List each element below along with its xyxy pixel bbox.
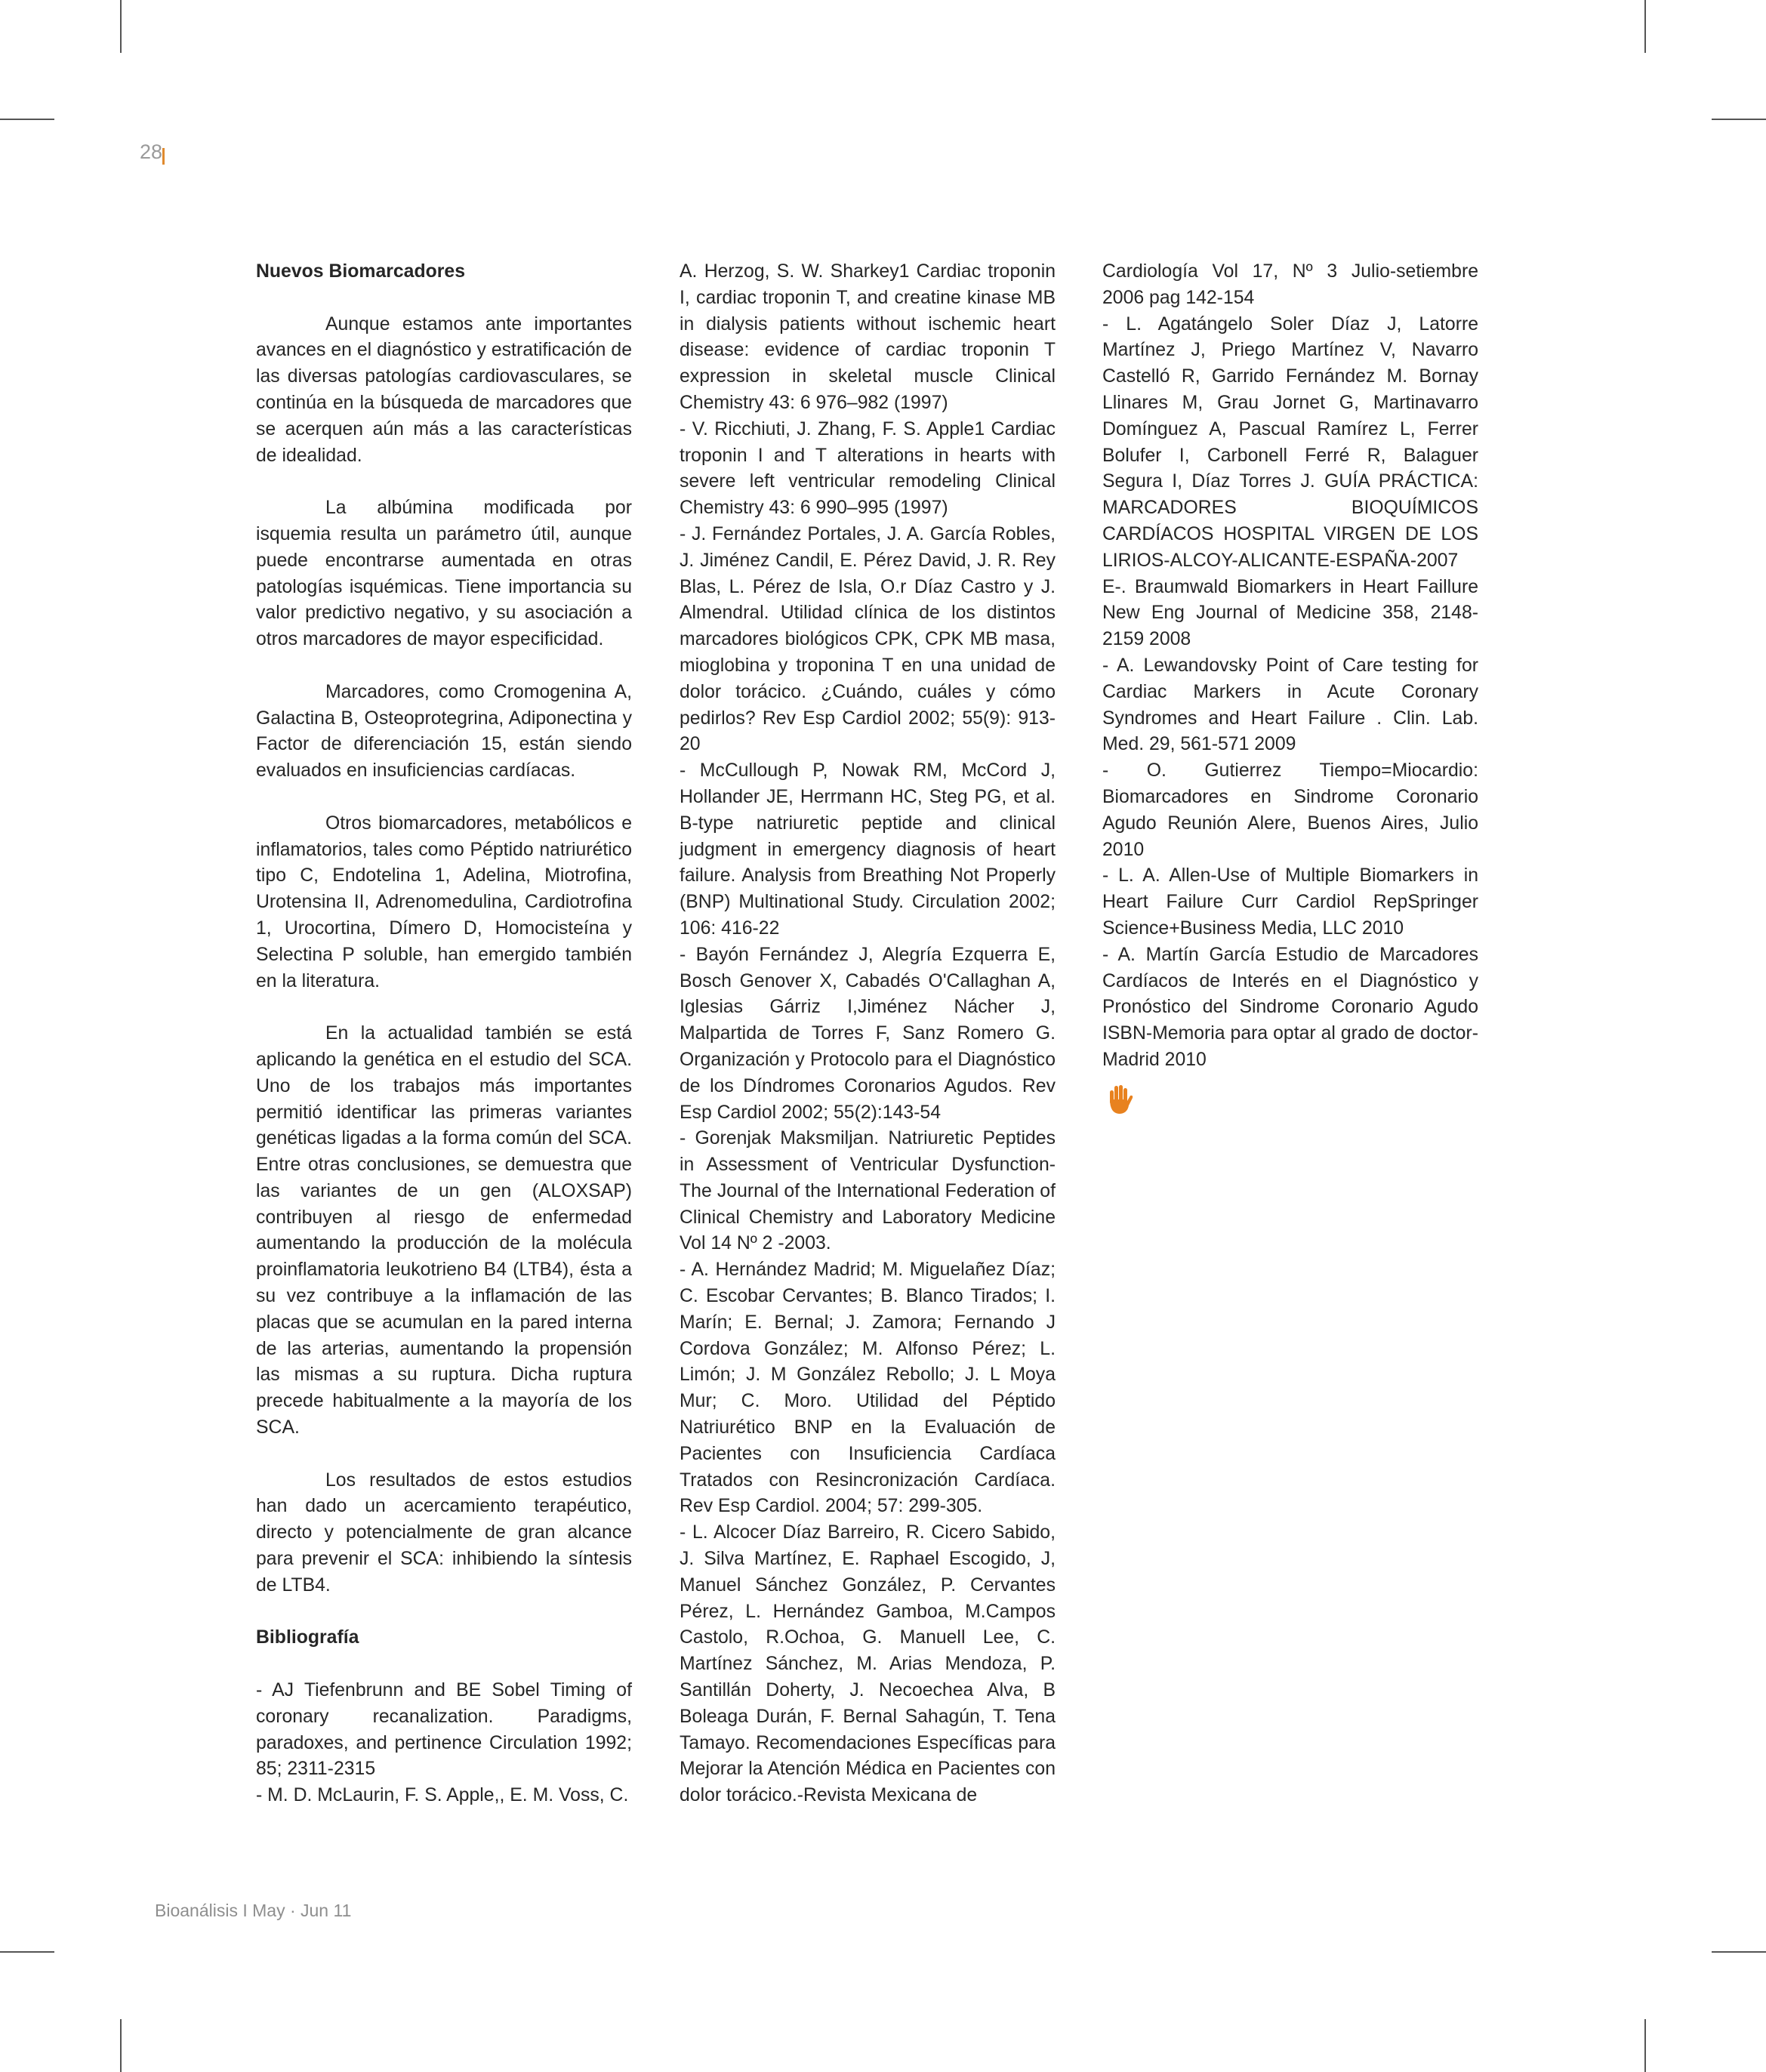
- reference-item: - V. Ricchiuti, J. Zhang, F. S. Apple1 Cardiac troponin I and T alterations in hearts with severe left ventricular remodeling Clinical Chemistry 43: 6 990–995 (1997): [680, 418, 1056, 519]
- column-1: [256, 259, 632, 1809]
- crop-mark: [120, 2019, 122, 2072]
- column-2: [680, 259, 1056, 1809]
- reference-item: - L. Agatángelo Soler Díaz J, Latorre Martínez J, Priego Martínez V, Navarro Castelló R, Garrido Fernández M. Bornay Llinares M, Grau Jornet G, Martinavarro Domínguez A, Pascual Ramírez L, Ferrer Bolufer I, Carbonell Ferré R, Balaguer Segura I, Díaz Torres J. GUÍA PRÁCTICA: MARCADORES BIOQUÍMICOS CARDÍACOS HOSPITAL VIRGEN DE LOS LIRIOS-ALCOY-ALICANTE-ESPAÑA-2007: [1102, 313, 1478, 571]
- reference-item: E-. Braumwald Biomarkers in Heart Faillure New Eng Journal of Medicine 358, 2148-2159 2008: [1102, 576, 1478, 650]
- hand-icon: [1102, 1083, 1136, 1116]
- reference-item: - Gorenjak Maksmiljan. Natriuretic Peptides in Assessment of Ventricular Dysfunction- The Journal of the International Federation of Clinical Chemistry and Laboratory Medicine Vol 14 Nº 2 -2003.: [680, 1128, 1056, 1254]
- crop-mark: [0, 1951, 54, 1953]
- reference-item: - McCullough P, Nowak RM, McCord J, Hollander JE, Herrmann HC, Steg PG, et al. B-type natriuretic peptide and clinical judgment in emergency diagnosis of heart failure. Analysis from Breathing Not Properly (BNP) Multinational Study. Circulation 2002; 106: 416-22: [680, 760, 1056, 939]
- paragraph: En la actualidad también se está aplicando la genética en el estudio del SCA. Uno de los trabajos más importantes permitió identificar las primeras variantes genéticas ligadas a la forma común del SCA. Entre otras conclusiones, se demuestra que las variantes de un gen (ALOXSAP) contribuyen al riesgo de enfermedad aumentando la producción de la molécula proinflamatoria leukotrieno B4 (LTB4), ésta a su vez contribuye a la inflamación de las placas que se acumulan en la pared interna de las arterias, aumentando la propensión las mismas a su ruptura. Dicha ruptura precede habitualmente a la mayoría de los SCA.: [256, 1023, 632, 1438]
- reference-item: - A. Lewandovsky Point of Care testing for Cardiac Markers in Acute Coronary Syndromes and Heart Failure . Clin. Lab. Med. 29, 561-571 2009: [1102, 655, 1478, 755]
- reference-item: - J. Fernández Portales, J. A. García Robles, J. Jiménez Candil, E. Pérez David, J. R. Rey Blas, L. Pérez de Isla, O.r Díaz Castro y J. Almendral. Utilidad clínica de los distintos marcadores biológicos CPK, CPK MB masa, mioglobina y troponina T en una unidad de dolor torácico. ¿Cuándo, cuáles y cómo pedirlos? Rev Esp Cardiol 2002; 55(9): 913-20: [680, 523, 1056, 755]
- reference-item: - Bayón Fernández J, Alegría Ezquerra E, Bosch Genover X, Cabadés O'Callaghan A, Iglesias Gárriz I,Jiménez Nácher J, Malpartida de Torres F, Sanz Romero G. Organización y Protocolo para el Diagnóstico de los Díndromes Coronarios Agudos. Rev Esp Cardiol 2002; 55(2):143-54: [680, 944, 1056, 1123]
- page-number-accent: [162, 148, 165, 165]
- crop-mark: [1644, 0, 1646, 53]
- reference-item: A. Herzog, S. W. Sharkey1 Cardiac troponin I, cardiac troponin T, and creatine kinase MB in dialysis patients without ischemic heart disease: evidence of cardiac troponin T expression in skeletal muscle Clinical Chemistry 43: 6 976–982 (1997): [680, 261, 1056, 413]
- footer-text: Bioanálisis I May · Jun 11: [155, 1901, 352, 1920]
- reference-item: - L. A. Allen-Use of Multiple Biomarkers in Heart Failure Curr Cardiol RepSpringer Science+Business Media, LLC 2010: [1102, 865, 1478, 939]
- reference-item: - M. D. McLaurin, F. S. Apple,, E. M. Voss, C.: [256, 1785, 629, 1806]
- paragraph: Aunque estamos ante importantes avances en el diagnóstico y estratificación de las diversas patologías cardiovasculares, se continúa en la búsqueda de marcadores que se acerquen aún más a las características de idealidad.: [256, 313, 632, 466]
- reference-item: - A. Hernández Madrid; M. Miguelañez Díaz; C. Escobar Cervantes; B. Blanco Tirados; I. Marín; E. Bernal; J. Zamora; Fernando J Cordova González; M. Alfonso Pérez; L. Limón; J. M González Rebollo; J. L Moya Mur; C. Moro. Utilidad del Péptido Natriurético BNP en la Evaluación de Pacientes con Insuficiencia Cardíaca Tratados con Resincronización Cardíaca. Rev Esp Cardiol. 2004; 57: 299-305.: [680, 1260, 1056, 1517]
- bibliography-heading: Bibliografía: [256, 1627, 359, 1648]
- paragraph: La albúmina modificada por isquemia resulta un parámetro útil, aunque puede encontrarse aumentada en otras patologías isquémicas. Tiene importancia su valor predictivo negativo, y su asociación a otros marcadores de mayor especificidad.: [256, 498, 632, 650]
- paragraph: Otros biomarcadores, metabólicos e inflamatorios, tales como Péptido natriurético tipo C, Endotelina 1, Adelina, Miotrofina, Urotensina II, Adrenomedulina, Cardiotrofina 1, Urocortina, Dímero D, Homocisteína y Selectina P soluble, han emergido también en la literatura.: [256, 812, 632, 991]
- reference-item: Cardiología Vol 17, Nº 3 Julio-setiembre 2006 pag 142-154: [1102, 261, 1478, 308]
- crop-mark: [1644, 2019, 1646, 2072]
- page-number: 28: [140, 140, 163, 163]
- crop-mark: [1712, 119, 1766, 120]
- reference-item: - O. Gutierrez Tiempo=Miocardio: Biomarcadores en Sindrome Coronario Agudo Reunión Alere, Buenos Aires, Julio 2010: [1102, 760, 1478, 860]
- crop-mark: [0, 119, 54, 120]
- reference-item: - AJ Tiefenbrunn and BE Sobel Timing of coronary recanalization. Paradigms, paradoxes, and pertinence Circulation 1992; 85; 2311-2315: [256, 1680, 632, 1780]
- section-heading: Nuevos Biomarcadores: [256, 261, 466, 282]
- reference-item: - L. Alcocer Díaz Barreiro, R. Cicero Sabido, J. Silva Martínez, E. Raphael Escogido, J, Manuel Sánchez González, P. Cervantes Pérez, L. Hernández Gamboa, M.Campos Castolo, R.Ochoa, G. Manuell Lee, C. Martínez Sánchez, M. Arias Mendoza, P. Santillán Doherty, J. Necoechea Alva, B Boleaga Durán, F. Bernal Sahagún, T. Tena Tamayo. Recomendaciones Específicas para Mejorar la Atención Médica en Pacientes con dolor torácico.-Revista Mexicana de: [680, 1522, 1056, 1806]
- paragraph: Marcadores, como Cromogenina A, Galactina B, Osteoprotegrina, Adiponectina y Factor de diferenciación 15, están siendo evaluados en insuficiencias cardíacas.: [256, 681, 632, 782]
- crop-mark: [1712, 1951, 1766, 1953]
- paragraph: Los resultados de estos estudios han dado un acercamiento terapéutico, directo y potencialmente de gran alcance para prevenir el SCA: inhibiendo la síntesis de LTB4.: [256, 1469, 632, 1596]
- column-3: [1102, 259, 1478, 1116]
- reference-item: - A. Martín García Estudio de Marcadores Cardíacos de Interés en el Diagnóstico y Pronóstico del Sindrome Coronario Agudo ISBN-Memoria para optar al grado de doctor-Madrid 2010: [1102, 944, 1478, 1070]
- crop-mark: [120, 0, 122, 53]
